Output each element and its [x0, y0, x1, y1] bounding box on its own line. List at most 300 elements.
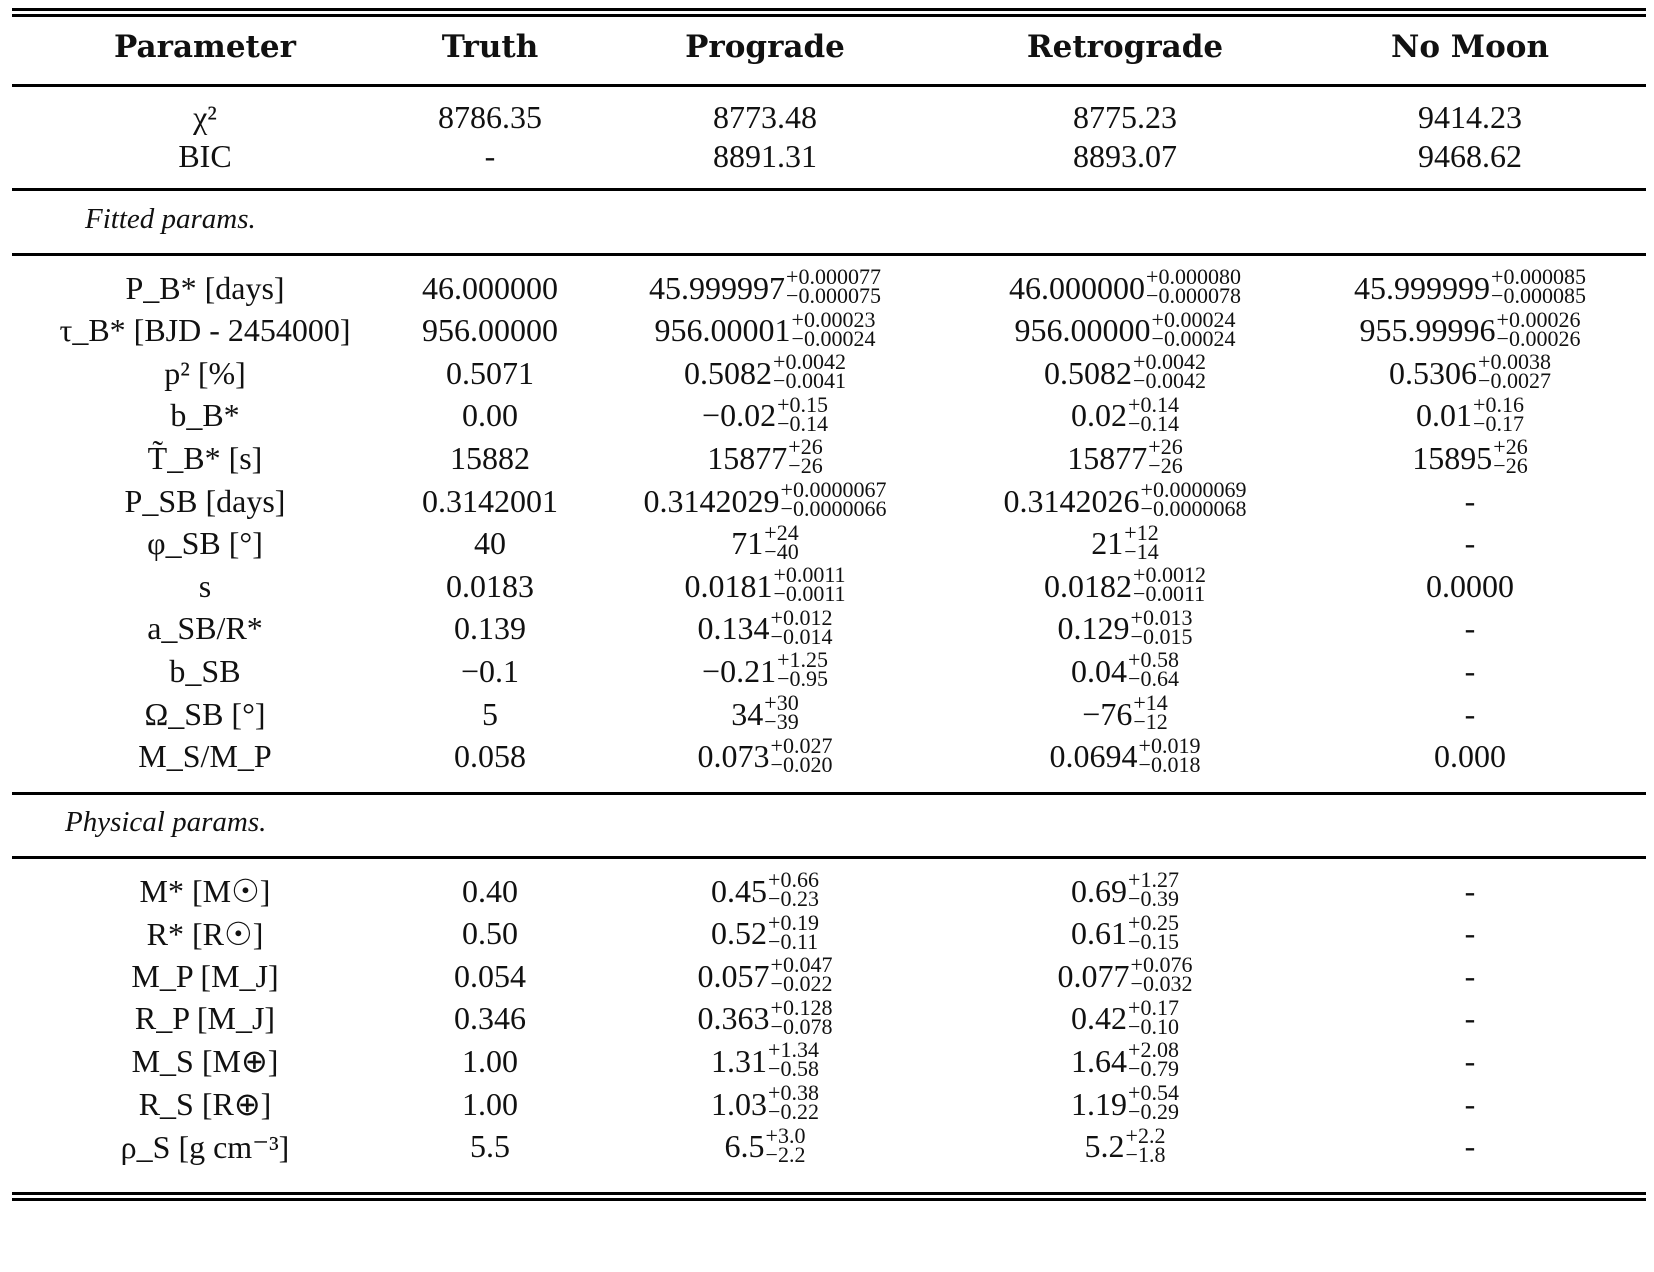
no-moon-value: 955.99996: [1359, 312, 1496, 349]
truth-value: 0.5071: [446, 354, 534, 391]
prograde-value: 8891.31: [713, 137, 817, 174]
uncertainty: [770, 604, 833, 649]
lower-error: −0.000075: [786, 283, 881, 308]
lower-error: −0.032: [1130, 971, 1193, 997]
lower-error: −26: [1148, 453, 1183, 479]
prograde-value: 0.134: [697, 610, 770, 647]
prograde-cell: [585, 1122, 945, 1168]
upper-error: +0.0042: [1133, 349, 1206, 375]
retrograde-value: −76: [1082, 695, 1133, 732]
upper-error: +0.000077: [786, 264, 881, 289]
prograde-value: 8773.48: [713, 98, 817, 135]
upper-error: +0.66: [768, 867, 819, 892]
truth-value: -: [484, 137, 496, 174]
retrograde-value: 46.000000: [1009, 269, 1146, 306]
uncertainty: [770, 732, 833, 777]
retrograde-value: 0.02: [1071, 397, 1128, 434]
uncertainty: [1128, 1080, 1179, 1124]
upper-error: +0.0038: [1478, 349, 1551, 375]
upper-error: +0.54: [1128, 1080, 1179, 1105]
uncertainty: [1148, 434, 1183, 479]
lower-error: −26: [788, 453, 823, 479]
upper-error: +1.34: [768, 1037, 819, 1063]
uncertainty: [1128, 647, 1179, 692]
upper-error: +0.000080: [1146, 264, 1241, 289]
no-moon-value: 0.5306: [1389, 354, 1478, 391]
lower-error: −0.0011: [773, 581, 846, 607]
uncertainty: [1138, 732, 1201, 777]
uncertainty: [1151, 306, 1236, 351]
lower-error: −0.015: [1130, 623, 1193, 649]
upper-error: +0.17: [1128, 994, 1179, 1020]
table-row: [0, 349, 1654, 394]
no-moon-cell: [1290, 434, 1650, 479]
retrograde-cell: [945, 994, 1305, 1040]
no-moon-value: -: [1464, 1085, 1476, 1122]
uncertainty: [1130, 604, 1193, 649]
uncertainty: [1128, 867, 1179, 911]
retrograde-value: 8775.23: [1073, 98, 1177, 135]
lower-error: −0.0041: [773, 368, 846, 394]
uncertainty: [1491, 264, 1586, 308]
table-row: [0, 519, 1654, 565]
uncertainty: [768, 867, 819, 911]
upper-error: +1.27: [1128, 867, 1179, 892]
no-moon-cell: [1290, 1040, 1650, 1082]
param-label: ρ_S [g cm⁻³]: [120, 1128, 290, 1165]
prograde-cell: [585, 1080, 945, 1125]
uncertainty: [777, 391, 828, 436]
upper-error: +0.076: [1130, 952, 1193, 978]
retrograde-value: 5.2: [1084, 1128, 1125, 1165]
lower-error: −0.17: [1473, 410, 1524, 436]
upper-error: +2.08: [1128, 1037, 1179, 1063]
retrograde-cell: [945, 519, 1305, 565]
no-moon-cell: [1290, 608, 1650, 650]
upper-error: +26: [1148, 434, 1183, 460]
lower-error: −0.0027: [1478, 368, 1551, 394]
retrograde-value: 0.61: [1071, 915, 1128, 952]
param-label: τ_B* [BJD - 2454000]: [59, 312, 351, 349]
truth-value: 1.00: [462, 1085, 518, 1122]
no-moon-cell: [1290, 1126, 1650, 1168]
no-moon-value: 0.0000: [1426, 567, 1514, 604]
uncertainty: [768, 1080, 819, 1124]
table-row-bic: [0, 135, 1654, 177]
section-fitted-label: Fitted params.: [85, 203, 256, 235]
prograde-value: 1.31: [711, 1042, 768, 1079]
no-moon-value: -: [1464, 1000, 1476, 1037]
truth-value: 40: [474, 525, 506, 562]
lower-error: −14: [1124, 538, 1159, 564]
no-moon-cell: [1290, 264, 1650, 309]
retrograde-cell: [945, 690, 1305, 735]
upper-error: +0.38: [768, 1080, 819, 1105]
upper-error: +0.00026: [1496, 306, 1581, 332]
table-row: [0, 434, 1654, 479]
header-rule: [12, 84, 1646, 87]
prograde-value: 45.999997: [649, 269, 786, 306]
lower-error: −0.22: [768, 1099, 819, 1124]
lower-error: −12: [1133, 709, 1168, 734]
header-no-moon: No Moon: [1390, 29, 1549, 65]
uncertainty: [770, 994, 833, 1039]
no-moon-value: -: [1464, 1042, 1476, 1079]
lower-error: −40: [764, 538, 799, 564]
upper-error: +0.0000069: [1140, 477, 1247, 502]
lower-error: −1.8: [1125, 1141, 1166, 1167]
truth-value: 5: [482, 695, 498, 732]
upper-error: +24: [764, 519, 799, 545]
param-label: a_SB/R*: [147, 610, 263, 647]
prograde-cell: [585, 391, 945, 437]
table-row: [0, 1080, 1654, 1125]
uncertainty: [1133, 690, 1168, 734]
param-label: b_SB: [169, 652, 241, 689]
no-moon-value: 9414.23: [1418, 98, 1522, 135]
param-label: χ²: [193, 98, 217, 135]
upper-error: +0.14: [1128, 391, 1179, 417]
no-moon-value: -: [1464, 1128, 1476, 1165]
uncertainty: [1478, 349, 1551, 394]
retrograde-cell: [945, 391, 1305, 437]
prograde-cell: [585, 349, 945, 394]
param-label: M_S/M_P: [138, 738, 272, 775]
no-moon-value: -: [1464, 652, 1476, 689]
table-row: [0, 1122, 1654, 1168]
uncertainty: [791, 306, 876, 351]
prograde-value: 34: [731, 695, 764, 732]
no-moon-value: 0.000: [1434, 738, 1506, 775]
truth-value: 0.139: [454, 610, 526, 647]
lower-error: −0.14: [1128, 410, 1179, 436]
uncertainty: [1146, 264, 1241, 308]
uncertainty: [1496, 306, 1581, 351]
lower-error: −0.014: [770, 623, 833, 649]
prograde-cell: [585, 264, 945, 309]
retrograde-value: 1.64: [1071, 1042, 1128, 1079]
retrograde-value: 0.3142026: [1003, 482, 1140, 519]
retrograde-value: 0.69: [1071, 872, 1128, 909]
upper-error: +0.047: [770, 952, 833, 978]
param-label: M_P [M_J]: [131, 957, 279, 994]
retrograde-cell: [945, 477, 1305, 522]
table-row: [0, 732, 1654, 778]
table-row: [0, 604, 1654, 650]
no-moon-value: -: [1464, 915, 1476, 952]
prograde-cell: [585, 306, 945, 352]
prograde-cell: [585, 477, 945, 522]
lower-error: −0.078: [770, 1013, 833, 1039]
prograde-cell: [585, 909, 945, 955]
uncertainty: [1130, 952, 1193, 997]
param-label: R* [R☉]: [146, 915, 264, 952]
uncertainty: [768, 1037, 819, 1082]
param-label: T̃_B* [s]: [147, 439, 263, 476]
table-row: [0, 477, 1654, 522]
retrograde-value: 0.04: [1071, 652, 1128, 689]
lower-error: −0.39: [1128, 886, 1179, 911]
uncertainty: [1128, 1037, 1179, 1082]
bottom-rule-2: [12, 1198, 1646, 1201]
uncertainty: [770, 952, 833, 997]
param-label: p² [%]: [164, 354, 246, 391]
upper-error: +26: [788, 434, 823, 460]
truth-value: 5.5: [470, 1128, 510, 1165]
truth-value: 0.00: [462, 397, 518, 434]
upper-error: +3.0: [765, 1122, 806, 1148]
prograde-value: 1.03: [711, 1085, 768, 1122]
uncertainty: [764, 519, 799, 564]
no-moon-value: 45.999999: [1354, 269, 1491, 306]
param-label: φ_SB [°]: [147, 525, 263, 562]
uncertainty: [777, 647, 828, 692]
no-moon-cell: [1290, 480, 1650, 522]
no-moon-cell: [1290, 650, 1650, 692]
table-row: [0, 647, 1654, 692]
param-label: b_B*: [170, 397, 240, 434]
retrograde-cell: [945, 732, 1305, 778]
upper-error: +26: [1493, 434, 1528, 460]
lower-error: −0.0011: [1133, 581, 1206, 607]
retrograde-value: 956.00000: [1014, 312, 1151, 349]
upper-error: +0.000085: [1491, 264, 1586, 289]
truth-value: 956.00000: [422, 312, 558, 349]
prograde-value: 0.45: [711, 872, 768, 909]
table-row: [0, 306, 1654, 352]
param-label: s: [198, 567, 212, 604]
table-row: [0, 867, 1654, 912]
retrograde-cell: [945, 264, 1305, 309]
no-moon-cell: [1290, 1083, 1650, 1125]
header-truth: Truth: [441, 29, 539, 65]
uncertainty: [768, 909, 819, 954]
truth-value: 1.00: [462, 1042, 518, 1079]
lower-error: −0.29: [1128, 1099, 1179, 1124]
param-label: R_P [M_J]: [134, 1000, 276, 1037]
uncertainty: [1125, 1122, 1166, 1167]
uncertainty: [1140, 477, 1247, 521]
lower-error: −0.14: [777, 410, 828, 436]
retrograde-cell: [945, 604, 1305, 650]
no-moon-value: 0.01: [1416, 397, 1473, 434]
no-moon-cell: [1290, 955, 1650, 997]
upper-error: +14: [1133, 690, 1168, 715]
no-moon-value: 9468.62: [1418, 137, 1522, 174]
no-moon-cell: [1290, 913, 1650, 955]
lower-error: −0.79: [1128, 1056, 1179, 1082]
uncertainty: [1128, 909, 1179, 954]
retrograde-value: 0.129: [1057, 610, 1130, 647]
no-moon-cell: [1290, 693, 1650, 735]
retrograde-value: 0.0694: [1049, 738, 1138, 775]
truth-value: 0.054: [454, 957, 526, 994]
no-moon-value: -: [1464, 525, 1476, 562]
truth-value: 0.058: [454, 738, 526, 775]
truth-value: 0.3142001: [422, 482, 558, 519]
truth-value: 0.346: [454, 1000, 526, 1037]
lower-error: −39: [764, 709, 799, 734]
no-moon-cell: [1290, 523, 1650, 565]
no-moon-cell: [1290, 306, 1650, 352]
lower-error: −0.022: [770, 971, 833, 997]
lower-error: −0.64: [1128, 666, 1179, 692]
header-parameter: Parameter: [114, 29, 296, 65]
retrograde-cell: [945, 647, 1305, 692]
lower-error: −0.10: [1128, 1013, 1179, 1039]
no-moon-cell: [1290, 870, 1650, 912]
prograde-value: 6.5: [724, 1128, 765, 1165]
no-moon-cell: [1290, 565, 1650, 607]
prograde-value: 956.00001: [654, 312, 791, 349]
prograde-cell: [585, 519, 945, 565]
retrograde-value: 21: [1091, 525, 1124, 562]
param-label: BIC: [178, 137, 232, 174]
prograde-cell: [585, 604, 945, 650]
upper-error: +0.0042: [773, 349, 846, 375]
prograde-value: 71: [731, 525, 764, 562]
uncertainty: [1473, 391, 1524, 436]
lower-error: −0.95: [777, 666, 828, 692]
prograde-cell: [585, 434, 945, 479]
table-row: [0, 994, 1654, 1040]
lower-error: −0.23: [768, 886, 819, 911]
table-row: [0, 690, 1654, 735]
uncertainty: [1133, 562, 1206, 607]
truth-value: 46.000000: [422, 269, 558, 306]
retrograde-cell: [945, 349, 1305, 394]
prograde-value: 0.3142029: [643, 482, 780, 519]
prograde-value: 0.0181: [684, 567, 773, 604]
lower-error: −0.00024: [791, 325, 876, 351]
stats-rule: [12, 188, 1646, 191]
uncertainty: [1128, 391, 1179, 436]
lower-error: −26: [1493, 453, 1528, 479]
retrograde-value: 15877: [1067, 439, 1148, 476]
param-label: P_SB [days]: [124, 482, 286, 519]
table-row-chi2: [0, 96, 1654, 138]
uncertainty: [764, 690, 799, 734]
no-moon-cell: [1290, 349, 1650, 394]
top-rule-2: [12, 14, 1646, 17]
prograde-cell: [585, 1037, 945, 1082]
upper-error: +0.16: [1473, 391, 1524, 417]
uncertainty: [773, 349, 846, 394]
param-label: P_B* [days]: [125, 269, 285, 306]
prograde-cell: [585, 690, 945, 735]
retrograde-cell: [945, 434, 1305, 479]
fitted-rule: [12, 253, 1646, 256]
no-moon-value: -: [1464, 610, 1476, 647]
table-row: [0, 952, 1654, 997]
uncertainty: [1124, 519, 1159, 564]
uncertainty: [765, 1122, 806, 1167]
truth-value: 0.0183: [446, 567, 534, 604]
no-moon-value: -: [1464, 695, 1476, 732]
upper-error: +30: [764, 690, 799, 715]
param-label: M_S [M⊕]: [131, 1043, 279, 1080]
physical-rule: [12, 856, 1646, 859]
upper-error: +0.00023: [791, 306, 876, 332]
retrograde-value: 0.077: [1057, 957, 1130, 994]
no-moon-value: -: [1464, 957, 1476, 994]
uncertainty: [786, 264, 881, 308]
lower-error: −0.018: [1138, 751, 1201, 777]
param-label: R_S [R⊕]: [138, 1086, 272, 1122]
retrograde-cell: [945, 909, 1305, 955]
prograde-cell: [585, 647, 945, 692]
param-label: M* [M☉]: [139, 873, 271, 909]
upper-error: +0.027: [770, 732, 833, 758]
prograde-value: −0.21: [702, 652, 777, 689]
retrograde-cell: [945, 952, 1305, 997]
prograde-cell: [585, 867, 945, 912]
section-physical-label: Physical params.: [65, 806, 267, 838]
upper-error: +0.012: [770, 604, 833, 630]
retrograde-cell: [945, 1122, 1305, 1168]
lower-error: −0.15: [1128, 928, 1179, 954]
upper-error: +12: [1124, 519, 1159, 545]
uncertainty: [773, 562, 846, 607]
prograde-value: 0.057: [697, 957, 770, 994]
lower-error: −0.0000068: [1140, 496, 1247, 521]
truth-value: −0.1: [460, 652, 520, 689]
no-moon-cell: [1290, 736, 1650, 778]
upper-error: +0.128: [770, 994, 833, 1020]
top-rule-1: [12, 8, 1646, 11]
table-row: [0, 264, 1654, 309]
prograde-value: 0.363: [697, 1000, 770, 1037]
truth-value: 0.50: [462, 915, 518, 952]
lower-error: −2.2: [765, 1141, 806, 1167]
header-retrograde: Retrograde: [1026, 29, 1224, 65]
retrograde-cell: [945, 867, 1305, 912]
upper-error: +0.58: [1128, 647, 1179, 673]
truth-value: 15882: [450, 439, 530, 476]
lower-error: −0.0000066: [780, 496, 887, 521]
param-label: Ω_SB [°]: [144, 695, 266, 732]
uncertainty: [788, 434, 823, 479]
retrograde-value: 0.42: [1071, 1000, 1128, 1037]
prograde-cell: [585, 732, 945, 778]
upper-error: +0.25: [1128, 909, 1179, 935]
upper-error: +1.25: [777, 647, 828, 673]
no-moon-value: 15895: [1412, 439, 1493, 476]
prograde-cell: [585, 952, 945, 997]
no-moon-cell: [1290, 391, 1650, 437]
upper-error: +0.0012: [1133, 562, 1206, 588]
lower-error: −0.11: [768, 928, 819, 954]
prograde-cell: [585, 994, 945, 1040]
physical-top-rule: [12, 792, 1646, 795]
retrograde-cell: [945, 1080, 1305, 1125]
retrograde-cell: [945, 306, 1305, 352]
upper-error: +0.013: [1130, 604, 1193, 630]
uncertainty: [1493, 434, 1528, 479]
retrograde-value: 1.19: [1071, 1085, 1128, 1122]
no-moon-cell: [1290, 998, 1650, 1040]
uncertainty: [1133, 349, 1206, 394]
retrograde-value: 0.5082: [1044, 354, 1133, 391]
prograde-value: −0.02: [702, 397, 777, 434]
upper-error: +0.019: [1138, 732, 1201, 758]
header-prograde: Prograde: [685, 29, 845, 65]
prograde-value: 0.52: [711, 915, 768, 952]
uncertainty: [780, 477, 887, 521]
bottom-rule-1: [12, 1192, 1646, 1195]
upper-error: +0.15: [777, 391, 828, 417]
prograde-value: 0.073: [697, 738, 770, 775]
